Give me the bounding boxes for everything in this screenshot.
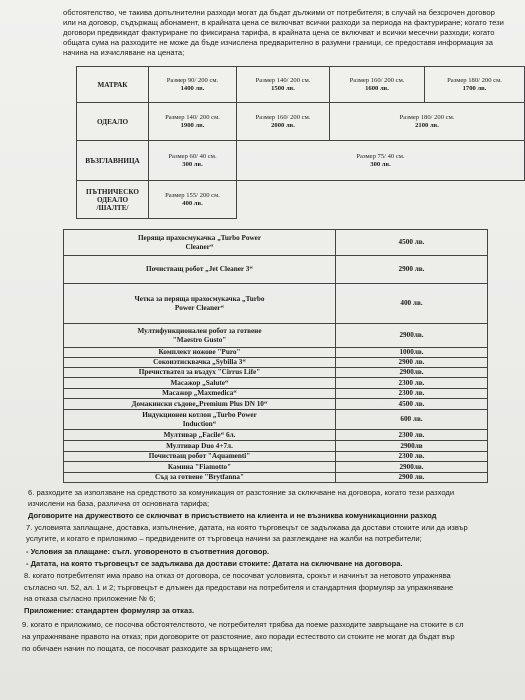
product-price: 2900лв. bbox=[336, 462, 488, 473]
product-price: 400 лв. bbox=[336, 284, 488, 324]
text-line: съгласно чл. 52, ал. 1 и 2; търговецът е длъжен да предостави на потребителя и стандартния формуляр за упражняване bbox=[24, 583, 454, 592]
product-price: 2900лв. bbox=[336, 324, 488, 348]
product-name: Домакински съдове„Premium Plus DN 10“ bbox=[64, 399, 336, 410]
table-row bbox=[64, 430, 488, 441]
appliance-price-table bbox=[63, 229, 488, 483]
product-name: Пречиствател за въздух "Cirrus Life" bbox=[64, 368, 336, 378]
text-line: на отказа съгласно приложение № 6; bbox=[24, 594, 156, 603]
empty-cell bbox=[237, 181, 525, 219]
text-line: - Условия за плащане: съгл. уговореното в съответния договор. bbox=[26, 547, 270, 556]
text-line: по обичаен начин по пощата, се посочват разходите за връщането им; bbox=[22, 644, 273, 653]
table-row bbox=[64, 284, 488, 324]
product-price: 2300 лв. bbox=[336, 452, 488, 462]
text-line: 6. разходите за използване на средството за комуникация от разстояние за сключване на договора, когато тези разходи bbox=[28, 488, 455, 497]
product-name: МАТРАК bbox=[77, 67, 149, 103]
size-price-cell: Размер 140/ 200 см. 1500 лв. bbox=[237, 67, 330, 103]
intro-line: начина на изчисляване на цената; bbox=[63, 48, 185, 57]
table-row bbox=[64, 473, 488, 483]
text-line: 8. когато потребителят има право на отказ от договора, се посочват условията, срокът и начинът за неговото упражнява bbox=[24, 571, 451, 580]
product-price: 600 лв. bbox=[336, 410, 488, 430]
product-name: Масажор „Maxmedica“ bbox=[64, 389, 336, 399]
table-row bbox=[77, 141, 525, 181]
product-name: Мултивар „Facile“ 6л. bbox=[64, 430, 336, 441]
product-name: Мултифункционален робот за готвене "Maestro Gusto" bbox=[64, 324, 336, 348]
table-row bbox=[64, 230, 488, 256]
text-line: 7. условията заплащане, доставка, изпълнение, датата, на която търговецът се задължава да достави стоките или да извър bbox=[26, 523, 468, 532]
size-price-cell: Размер 90/ 200 см. 1400 лв. bbox=[149, 67, 237, 103]
size-price-cell: Размер 160/ 200 см. 1600 лв. bbox=[330, 67, 425, 103]
product-name: Масажор „Salute“ bbox=[64, 378, 336, 389]
product-name: Сокоизтисквачка „Sybilla 3“ bbox=[64, 358, 336, 368]
product-name: Индукционен котлон „Turbo Power Induction“ bbox=[64, 410, 336, 430]
intro-line: обстоятелство, че такива допълнителни разходи могат да бъдат дължими от потребителя; в случай на безсрочен договор bbox=[63, 8, 495, 17]
product-name: Съд за готвене "Brytfanna" bbox=[64, 473, 336, 483]
product-price: 2900лв. bbox=[336, 368, 488, 378]
product-price: 2900 лв. bbox=[336, 473, 488, 483]
product-name: Мултивар Duo 4+7л. bbox=[64, 441, 336, 452]
table-row bbox=[64, 452, 488, 462]
text-line: Договорите на дружеството се сключват в присъствието на клиента и не възниква комуникационни разход bbox=[28, 511, 437, 520]
table-row bbox=[77, 103, 525, 141]
text-line: услугите, и когато е приложимо – предвидените от търговеца начини за разглеждане на жалби на потребители; bbox=[26, 534, 422, 543]
product-price: 4500 лв. bbox=[336, 399, 488, 410]
product-name: ОДЕАЛО bbox=[77, 103, 149, 141]
table-row bbox=[64, 410, 488, 430]
product-name: ПЪТНИЧЕСКО ОДЕАЛО /ШАЛТЕ/ bbox=[77, 181, 149, 219]
size-price-cell: Размер 140/ 200 см. 1900 лв. bbox=[149, 103, 237, 141]
product-price: 2300 лв. bbox=[336, 430, 488, 441]
product-price: 2300 лв. bbox=[336, 378, 488, 389]
intro-line: договори предвиждат фактуриране по фиксирана тарифа, в крайната цена се включват и всички месечни разходи; когато bbox=[63, 28, 495, 37]
table-row bbox=[64, 368, 488, 378]
table-row bbox=[64, 256, 488, 284]
product-name: ВЪЗГЛАВНИЦА bbox=[77, 141, 149, 181]
size-price-cell: Размер 160/ 200 см. 2000 лв. bbox=[237, 103, 330, 141]
product-price: 2300 лв. bbox=[336, 389, 488, 399]
text-line: 9. когато е приложимо, се посочва обстоятелството, че потребителят трябва да поеме разходите завръщане на стоките в сл bbox=[22, 620, 464, 629]
table-row bbox=[64, 324, 488, 348]
table-row bbox=[64, 358, 488, 368]
table-row bbox=[64, 378, 488, 389]
table-row bbox=[77, 67, 525, 103]
text-line: Приложение: стандартен формуляр за отказ. bbox=[24, 606, 195, 615]
product-name: Почистващ робот "Aquamenti" bbox=[64, 452, 336, 462]
size-price-cell: Размер 180/ 200 см. 1700 лв. bbox=[425, 67, 525, 103]
intro-line: общата сума на разходите не може да бъде изчислена предварително в разумни граници, се предоставя информация за bbox=[63, 38, 493, 47]
text-line: изчислени на база, различна от основната тарифа; bbox=[28, 499, 210, 508]
size-price-cell: Размер 180/ 200 см. 2100 лв. bbox=[330, 103, 525, 141]
table-row bbox=[64, 462, 488, 473]
product-name: Камина "Fiamotto" bbox=[64, 462, 336, 473]
product-price: 2900лв bbox=[336, 441, 488, 452]
product-name: Перяща прахосмукачка „Turbo Power Cleaner“ bbox=[64, 230, 336, 256]
product-price: 4500 лв. bbox=[336, 230, 488, 256]
table-row bbox=[64, 389, 488, 399]
text-line: - Датата, на която търговецът се задължава да достави стоките: Датата на сключване на договора. bbox=[26, 559, 403, 568]
product-name: Комплект ножове "Puro" bbox=[64, 348, 336, 358]
size-price-cell: Размер 155/ 200 см. 400 лв. bbox=[149, 181, 237, 219]
size-price-cell: Размер 60/ 40 см. 300 лв. bbox=[149, 141, 237, 181]
product-name: Почистващ робот „Jet Cleaner 3“ bbox=[64, 256, 336, 284]
bedding-price-table bbox=[76, 66, 525, 219]
product-name: Четка за перяща прахосмукачка „Turbo Power Cleaner“ bbox=[64, 284, 336, 324]
product-price: 1000лв. bbox=[336, 348, 488, 358]
table-row bbox=[64, 348, 488, 358]
product-price: 2900 лв. bbox=[336, 256, 488, 284]
table-row bbox=[64, 441, 488, 452]
table-row bbox=[77, 181, 525, 219]
table-row bbox=[64, 399, 488, 410]
product-price: 2900 лв. bbox=[336, 358, 488, 368]
size-price-cell: Размер 75/ 40 см. 300 лв. bbox=[237, 141, 525, 181]
intro-line: или на договор, съдържащ абонамент, в крайната цена се включват всички разходи за периода на фактуриране; когато тези bbox=[63, 18, 504, 27]
text-line: на упражняване правото на отказ; при договорите от разстояние, ако поради естеството си стоките не могат да бъдат вър bbox=[22, 632, 455, 641]
